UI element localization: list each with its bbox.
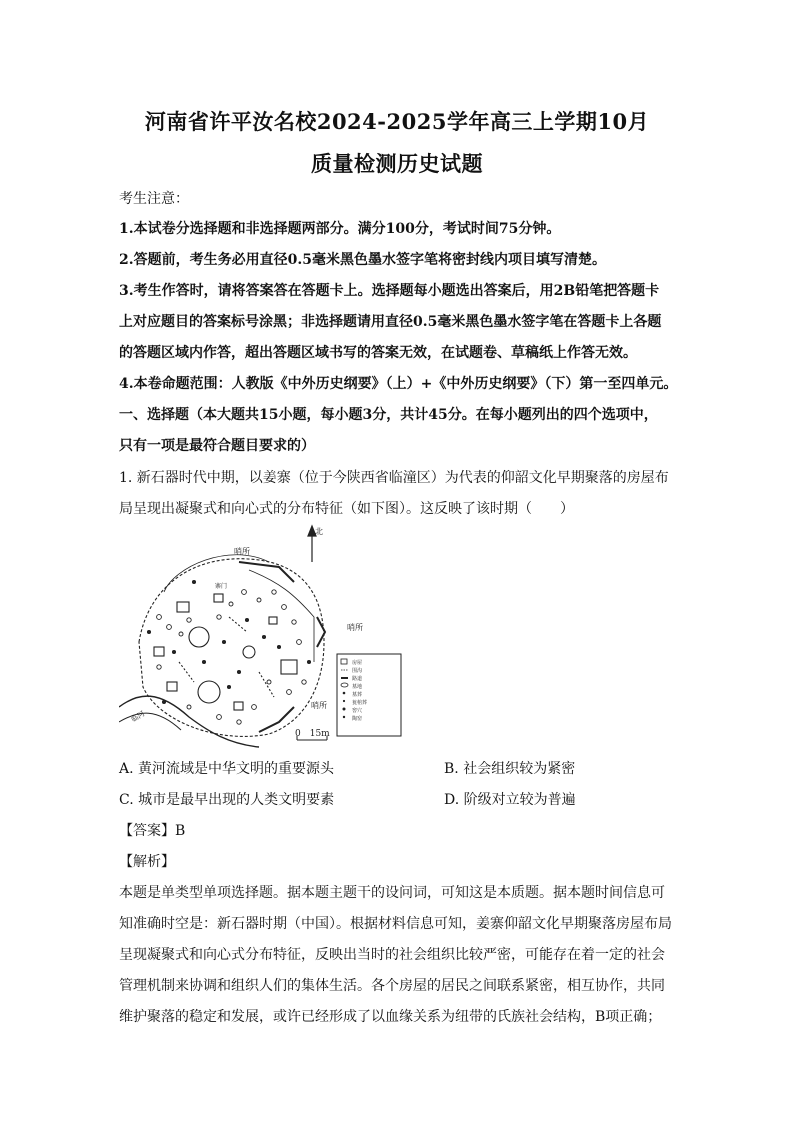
analysis-line: 知准确时空是：新石器时期（中国）。根据材料信息可知，姜寨仰韶文化早期聚落房屋布局 bbox=[119, 916, 672, 932]
legend-entry: 路道 bbox=[352, 676, 363, 682]
exam-title-line2: 质量检测历史试题 bbox=[311, 151, 483, 176]
analysis-line: 呈现凝聚式和向心式分布特征，反映出当时的社会组织比较严密，可能存在着一定的社会 bbox=[119, 947, 665, 963]
legend-entry: 墓地 bbox=[352, 684, 363, 690]
option-a: A. 黄河流域是中华文明的重要源头 bbox=[119, 761, 335, 777]
notice-item: 的答题区域内作答，超出答题区域书写的答案无效，在试题卷、草稿纸上作答无效。 bbox=[119, 345, 637, 361]
analysis-line: 维护聚落的稳定和发展，或许已经形成了以血缘关系为纽带的氏族社会结构，B项正确； bbox=[119, 1009, 662, 1025]
notice-item: 2.答题前，考生务必用直径0.5毫米黑色墨水签字笔将密封线内项目填写清楚。 bbox=[119, 252, 606, 268]
option-b: B. 社会组织较为紧密 bbox=[444, 761, 576, 777]
option-c: C. 城市是最早出现的人类文明要素 bbox=[119, 792, 335, 808]
river-label: 临河 bbox=[130, 709, 147, 724]
legend-entry: 瓮棺葬 bbox=[352, 700, 368, 706]
sentry-label: 哨所 bbox=[347, 623, 363, 632]
analysis-heading: 【解析】 bbox=[119, 854, 175, 870]
notice-item: 1.本试卷分选择题和非选择题两部分。满分100分，考试时间75分钟。 bbox=[119, 221, 561, 237]
map-legend bbox=[337, 654, 401, 736]
answer-label: 【答案】B bbox=[119, 823, 186, 839]
section-heading-cont: 只有一项是最符合题目要求的） bbox=[119, 438, 315, 454]
option-d: D. 阶级对立较为普遍 bbox=[444, 792, 576, 808]
notice-item: 上对应题目的答案标号涂黑；非选择题请用直径0.5毫米黑色墨水签字笔在答题卡上各题 bbox=[119, 314, 662, 330]
sentry-label: 哨所 bbox=[234, 547, 250, 556]
section-heading: 一、选择题（本大题共15小题，每小题3分，共计45分。在每小题列出的四个选项中， bbox=[119, 407, 658, 423]
jiangzhai-settlement-map bbox=[119, 522, 409, 750]
legend-entry: 窖穴 bbox=[352, 708, 363, 714]
notice-item: 3.考生作答时，请将答案答在答题卡上。选择题每小题选出答案后，用2B铅笔把答题卡 bbox=[119, 283, 660, 299]
scale-bar-label: 0 15m bbox=[295, 729, 330, 739]
sentry-label: 哨所 bbox=[311, 701, 327, 710]
legend-entry: 围沟 bbox=[352, 668, 363, 674]
notice-heading: 考生注意： bbox=[119, 191, 189, 207]
north-label: 北 bbox=[315, 527, 323, 536]
legend-entry: 墓葬 bbox=[352, 692, 363, 698]
legend-entry: 陶窑 bbox=[352, 716, 363, 722]
gate-label: 寨门 bbox=[215, 583, 228, 590]
analysis-line: 管理机制来协调和组织人们的集体生活。各个房屋的居民之间联系紧密，相互协作，共同 bbox=[119, 978, 665, 994]
legend-entry: 房屋 bbox=[352, 660, 363, 666]
analysis-line: 本题是单类型单项选择题。据本题主题干的设问词，可知这是本质题。据本题时间信息可 bbox=[119, 885, 665, 901]
exam-title-line1: 河南省许平汝名校2024-2025学年高三上学期10月 bbox=[144, 109, 650, 134]
question-stem-cont: 局呈现出凝聚式和向心式的分布特征（如下图）。这反映了该时期（ ） bbox=[119, 501, 574, 517]
question-stem: 1. 新石器时代中期，以姜寨（位于今陕西省临潼区）为代表的仰韶文化早期聚落的房屋布 bbox=[119, 470, 669, 486]
notice-item: 4.本卷命题范围：人教版《中外历史纲要》（上）+《中外历史纲要》（下）第一至四单元。 bbox=[119, 376, 678, 392]
